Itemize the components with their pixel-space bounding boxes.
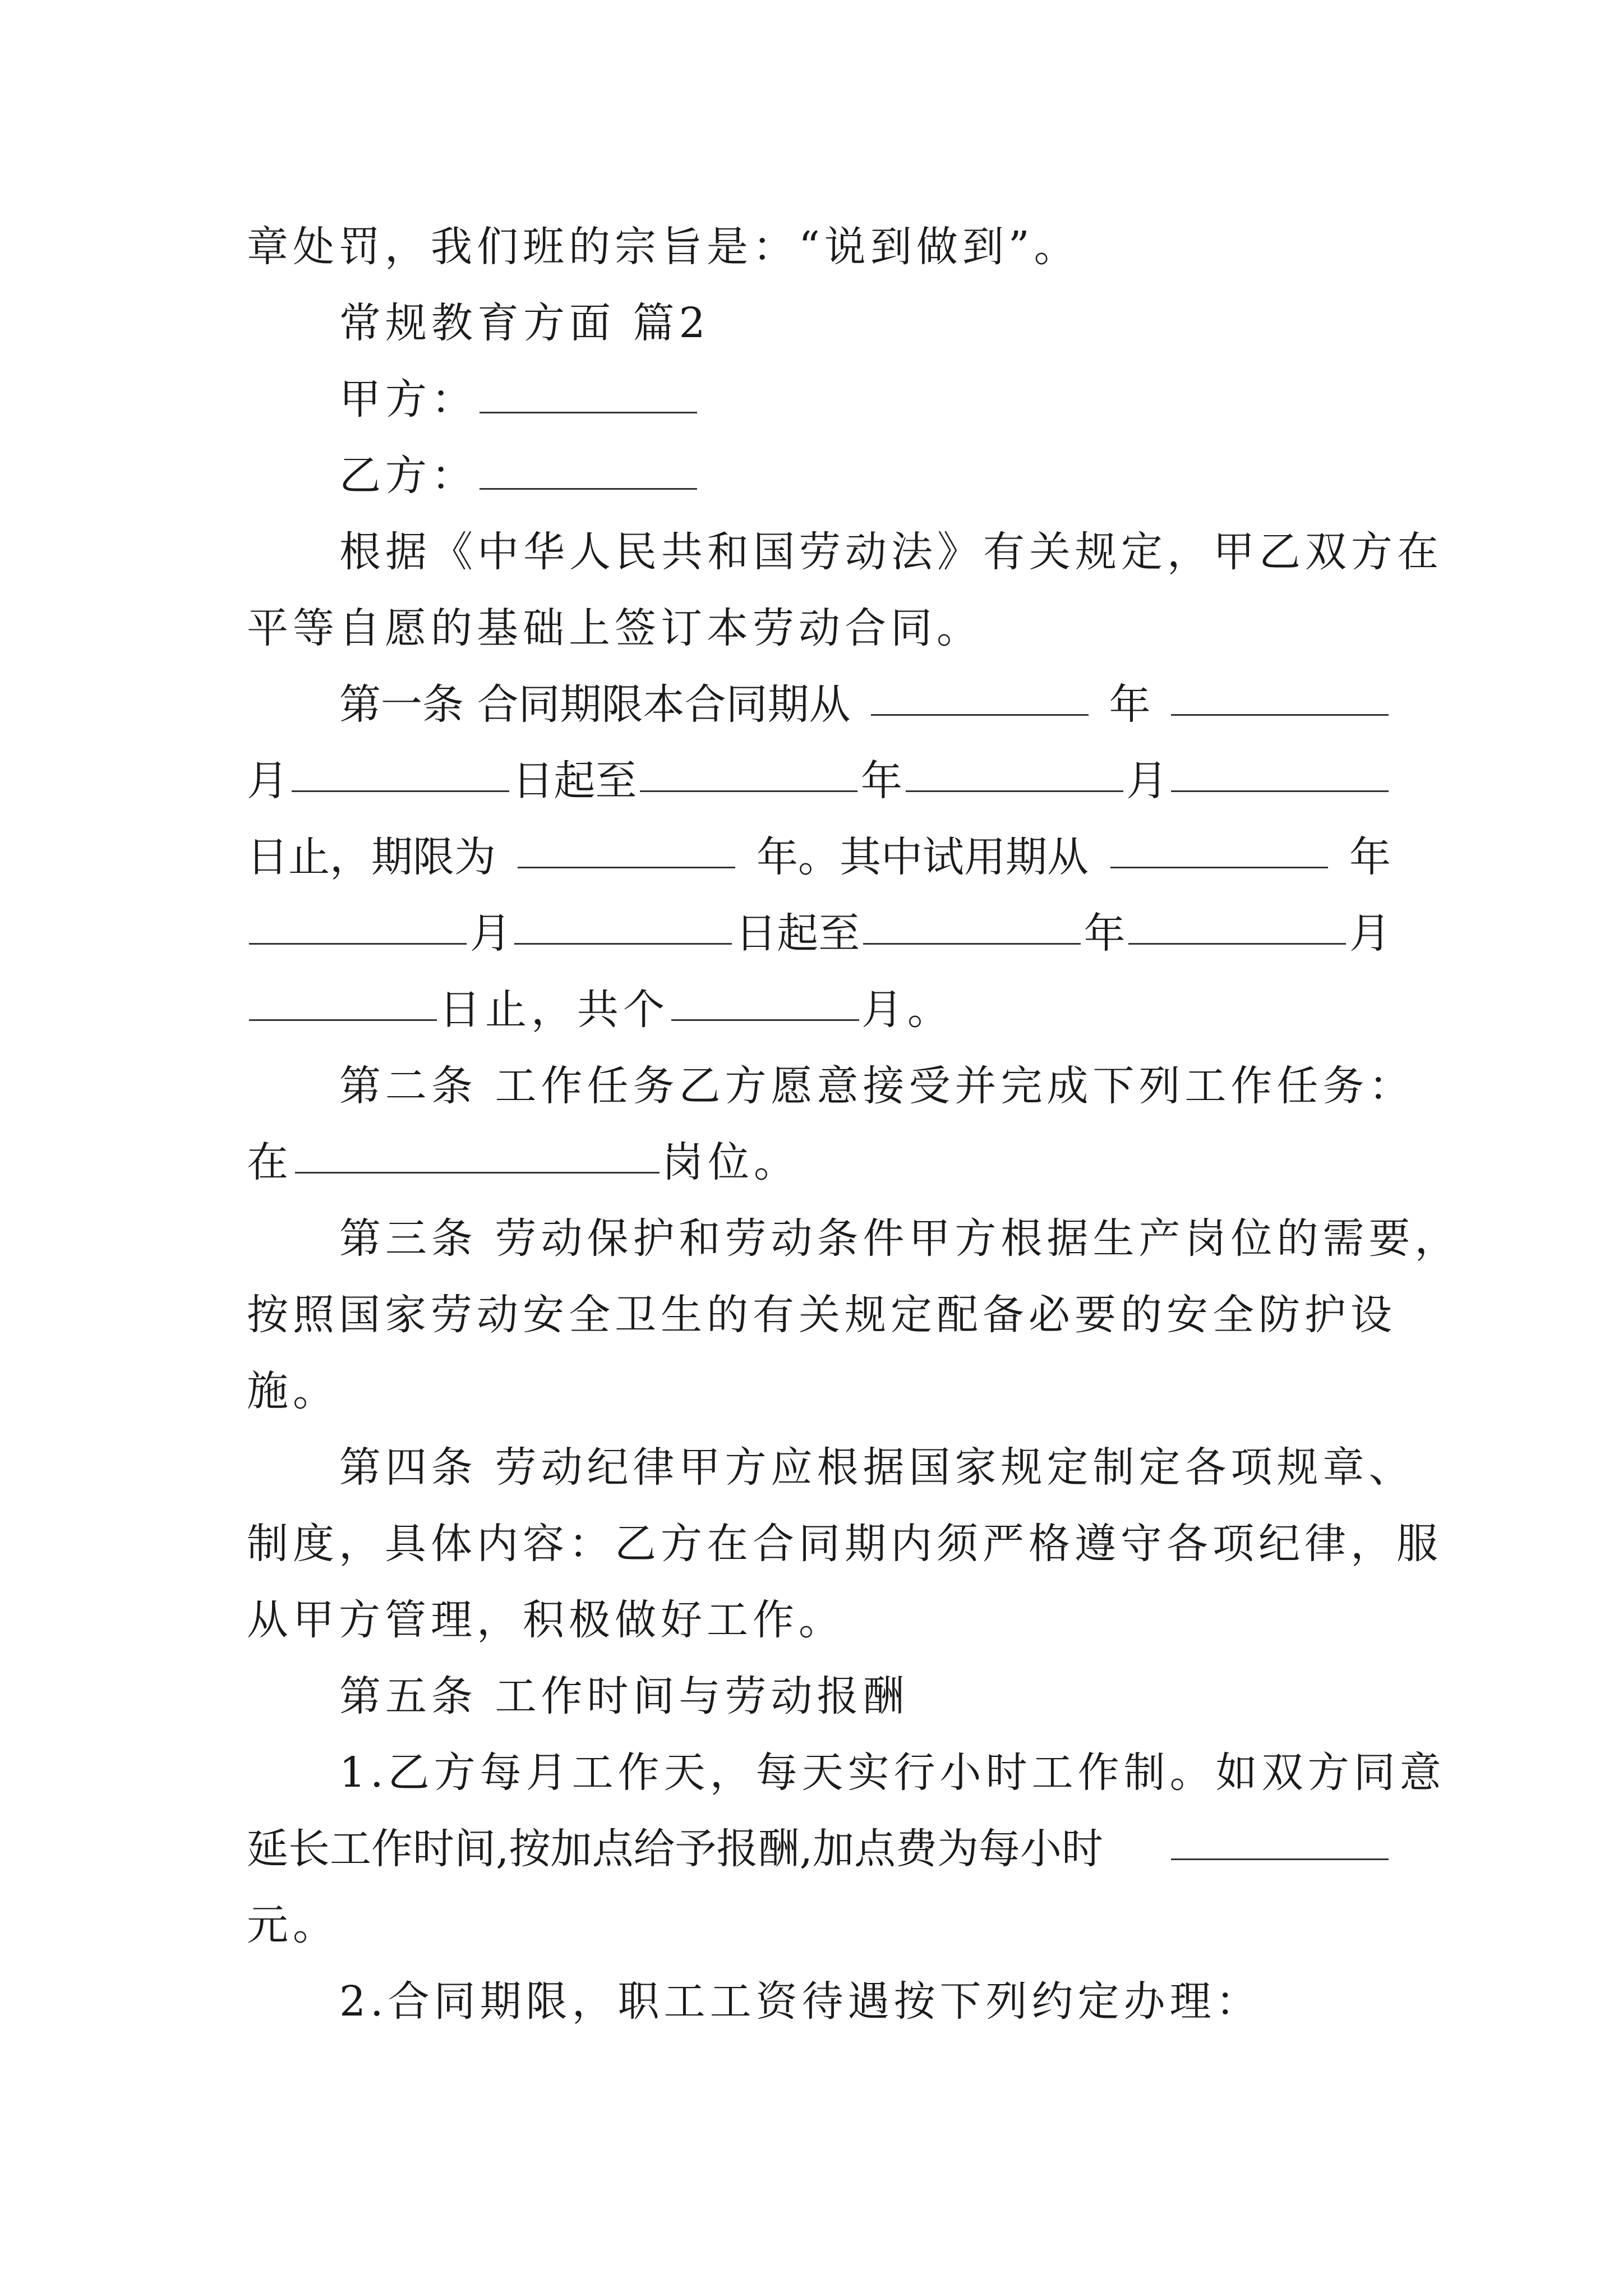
text-fragment: 月 xyxy=(247,757,288,805)
text-fragment: 第一条 合同期限本合同期从 xyxy=(339,680,851,729)
fill-blank[interactable] xyxy=(518,846,735,868)
fill-blank[interactable] xyxy=(1128,923,1346,945)
paragraph-line: 元。 xyxy=(247,1901,339,1949)
article-1-line-3 xyxy=(247,818,1391,896)
party-b-blank[interactable] xyxy=(479,468,697,490)
fill-blank[interactable] xyxy=(906,770,1123,792)
text-fragment: 年。其中试用期从 xyxy=(757,833,1089,881)
text-fragment: 延长工作时间,按加点给予报酬,加点费为每小时 xyxy=(247,1825,1104,1873)
article-1-line-1 xyxy=(339,665,1391,744)
party-b-label: 乙方： xyxy=(339,452,477,500)
section-heading: 第五条 工作时间与劳动报酬 xyxy=(339,1672,909,1720)
overtime-line xyxy=(247,1810,1391,1888)
paragraph-line: 2.合同期限，职工工资待遇按下列约定办理： xyxy=(339,1977,1262,2026)
article-1-line-5 xyxy=(247,970,953,1049)
article-2-line-1: 第二条 工作任务乙方愿意接受并完成下列工作任务： xyxy=(339,1062,1415,1110)
text-fragment: 日起至 xyxy=(735,909,860,958)
paragraph-line: 根据《中华人民共和国劳动法》有关规定，甲乙双方在 xyxy=(339,528,1443,576)
section-heading: 常规教育方面 篇2 xyxy=(339,299,710,347)
overtime-fee-blank[interactable] xyxy=(1171,1838,1389,1860)
paragraph-line: 章处罚，我们班的宗旨是：“说到做到”。 xyxy=(247,223,1080,271)
fill-blank[interactable] xyxy=(640,770,857,792)
party-a-label: 甲方： xyxy=(339,375,477,424)
text-fragment: 年 xyxy=(1109,680,1151,729)
fill-blank[interactable] xyxy=(671,999,859,1021)
party-a-line xyxy=(339,360,1391,439)
fill-blank[interactable] xyxy=(1110,846,1328,868)
text-fragment: 日止，期限为 xyxy=(247,833,496,881)
text-fragment: 月 xyxy=(1126,757,1168,805)
text-fragment: 年 xyxy=(860,757,902,805)
fill-blank[interactable] xyxy=(249,923,467,945)
article-1-line-2 xyxy=(247,742,1391,820)
text-fragment: 年 xyxy=(1083,909,1126,958)
text-fragment: 月。 xyxy=(861,986,953,1034)
position-blank[interactable] xyxy=(295,1152,660,1174)
party-b-line xyxy=(339,436,1391,515)
fill-blank[interactable] xyxy=(249,999,437,1021)
paragraph-line: 平等自愿的基础上签订本劳动合同。 xyxy=(247,604,983,652)
text-fragment: 日止，共个 xyxy=(439,986,669,1034)
text-fragment: 月 xyxy=(469,909,511,958)
text-fragment: 日起至 xyxy=(512,757,637,805)
paragraph-line: 1.乙方每月工作天，每天实行小时工作制。如双方同意 xyxy=(339,1749,1446,1797)
paragraph-line: 按照国家劳动安全卫生的有关规定配备必要的安全防护设 xyxy=(247,1291,1396,1339)
text-fragment: 在 xyxy=(247,1138,293,1186)
article-1-line-4 xyxy=(247,894,1391,973)
fill-blank[interactable] xyxy=(1171,770,1389,792)
fill-blank[interactable] xyxy=(871,694,1089,716)
article-2-line-2 xyxy=(247,1123,1391,1202)
paragraph-line: 从甲方管理，积极做好工作。 xyxy=(247,1596,845,1644)
paragraph-line: 第四条 劳动纪律甲方应根据国家规定制定各项规章、 xyxy=(339,1443,1415,1492)
fill-blank[interactable] xyxy=(863,923,1081,945)
text-fragment: 月 xyxy=(1349,909,1391,958)
party-a-blank[interactable] xyxy=(479,392,697,413)
paragraph-line: 制度，具体内容：乙方在合同期内须严格遵守各项纪律，服 xyxy=(247,1520,1442,1568)
text-fragment: 岗位。 xyxy=(662,1138,800,1186)
fill-blank[interactable] xyxy=(1171,694,1389,716)
paragraph-line: 第三条 劳动保护和劳动条件甲方根据生产岗位的需要， xyxy=(339,1214,1461,1263)
text-fragment: 年 xyxy=(1349,833,1391,881)
fill-blank[interactable] xyxy=(514,923,732,945)
fill-blank[interactable] xyxy=(292,770,509,792)
paragraph-line: 施。 xyxy=(247,1367,339,1415)
